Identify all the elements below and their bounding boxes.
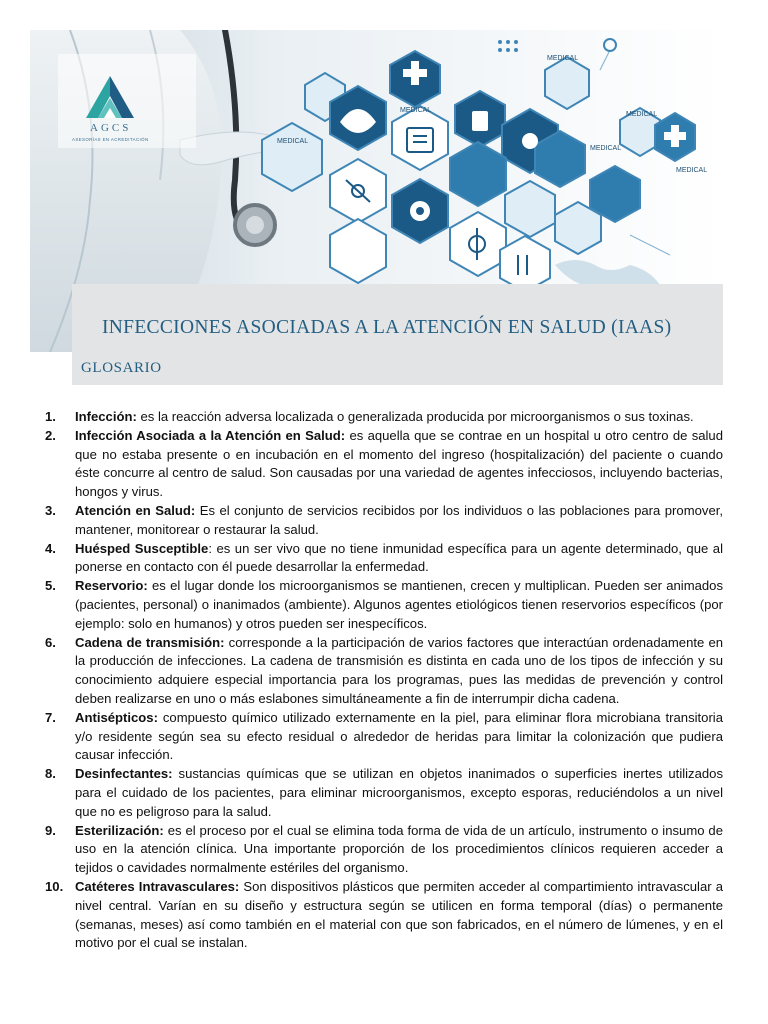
glossary-item: [45, 822, 723, 878]
glossary-term: Huésped Susceptible: [75, 540, 209, 556]
glossary-term: Antisépticos:: [75, 709, 158, 725]
glossary-term: Infección Asociada a la Atención en Salud:: [75, 427, 346, 443]
glossary-item: [45, 577, 723, 633]
glossary-item: [45, 878, 723, 953]
glossary-definition: : es un ser vivo que no tiene inmunidad específica para un agente determinado, que al ponerse en contacto con él puede desarrollar la enfermedad.: [75, 540, 723, 575]
glossary-item: [45, 765, 723, 821]
glossary-term: Esterilización:: [75, 822, 164, 838]
glossary-item: [45, 540, 723, 578]
svg-text:MEDICAL: MEDICAL: [676, 167, 708, 174]
glossary-item: [45, 634, 723, 709]
svg-text:MEDICAL: MEDICAL: [547, 55, 579, 62]
item-number: 1.: [45, 409, 56, 424]
item-number: 9.: [45, 822, 56, 838]
glossary-definition: sustancias químicas que se utilizan en objetos inanimados o superficies inertes utilizados para el cuidado de los pacientes, para eliminar microorganismos, excepto esporas, reduciéndolos a un nivel que no es peligroso para la salud.: [75, 766, 723, 819]
glossary-definition: es aquella que se contrae en un hospital u otro centro de salud que no estaba presente o en incubación en el momento del ingreso (hospitalización) del paciente o cuando éste concurre al centro de salud. Son causadas por una variedad de agentes infecciosos, incluyendo bacterias, hongos y virus.: [75, 427, 723, 500]
glossary-definition: es el lugar donde los microorganismos se mantienen, crecen y multiplican. Pueden ser animados (pacientes, personal) o inanimados (ambiente). Algunos agentes etiológicos tienen reservorios específicos (por ejemplo: solo en humanos) y otros pueden ser inespecíficos.: [75, 578, 723, 631]
svg-text:MEDICAL: MEDICAL: [626, 111, 658, 118]
glossary-definition: Es el conjunto de servicios recibidos por los individuos o las poblaciones para promover, mantener, monitorear o restaurar la salud.: [75, 502, 723, 537]
glossary-definition: compuesto químico utilizado externamente en la piel, para eliminar flora microbiana transitoria y/o residente según sea su efecto residual o alrededor de heridas para limitar la colonización que pudiera causar infección.: [75, 709, 723, 763]
document-title: INFECCIONES ASOCIADAS A LA ATENCIÓN EN SALUD (IAAS): [102, 317, 672, 338]
item-number: 8.: [45, 766, 56, 782]
glossary-item: [45, 427, 723, 502]
glossary-term: Atención en Salud:: [75, 502, 196, 518]
glossary-term: Cadena de transmisión:: [75, 634, 225, 650]
svg-text:MEDICAL: MEDICAL: [277, 138, 309, 145]
glossary-definition: es el proceso por el cual se elimina toda forma de vida de un artículo, instrumento o insumo de uso en la atención clínica. Una importante proporción de los procedimientos clínicos requieren acceder a tejidos o cavidades normalmente estériles del organismo.: [75, 822, 723, 876]
item-number: 6.: [45, 634, 56, 650]
title-block: [72, 284, 723, 385]
glossary-list: [45, 408, 723, 953]
logo-name: AGCS: [90, 122, 132, 134]
item-number: 7.: [45, 709, 56, 725]
logo-tagline: ASESORÍAS EN ACREDITACIÓN: [72, 137, 149, 142]
glossary-term: Catéteres Intravasculares:: [75, 878, 240, 894]
glossary-item: [45, 408, 723, 427]
svg-text:MEDICAL: MEDICAL: [590, 145, 622, 152]
glossary-definition: es la reacción adversa localizada o generalizada producida por microorganismos o sus toxinas.: [136, 409, 694, 424]
item-number: 10.: [45, 878, 64, 894]
document-subtitle: GLOSARIO: [81, 360, 162, 376]
glossary-term: Desinfectantes:: [75, 766, 173, 782]
item-number: 2.: [45, 427, 56, 443]
glossary-definition: Son dispositivos plásticos que permiten acceder al compartimiento intravascular a nivel central. Varían en su diseño y estructura según se utilicen en forma temporal (días) o permanente (semanas, meses) así como también en el material con que son fabricados, en el número de lúmenes, y en el motivo por el cual se instalan.: [75, 878, 723, 951]
glossary-item: [45, 709, 723, 765]
item-number: 3.: [45, 502, 56, 518]
svg-text:MEDICAL: MEDICAL: [400, 107, 432, 114]
glossary-term: Infección:: [75, 409, 137, 424]
glossary-definition: corresponde a la participación de varios factores que interactúan ordenadamente en la producción de infecciones. La cadena de transmisión es distinta en cada uno de los tipos de infección y su conocimiento adquiere especial importancia para los programas, pues las medidas de prevención y control deben realizarse en uno o más eslabones simultáneamente a fin de interrumpir dicha cadena.: [75, 634, 724, 706]
item-number: 5.: [45, 578, 56, 594]
item-number: 4.: [45, 540, 56, 556]
glossary-term: Reservorio:: [75, 578, 148, 594]
glossary-item: [45, 502, 723, 540]
agcs-logo-icon: [84, 74, 136, 120]
